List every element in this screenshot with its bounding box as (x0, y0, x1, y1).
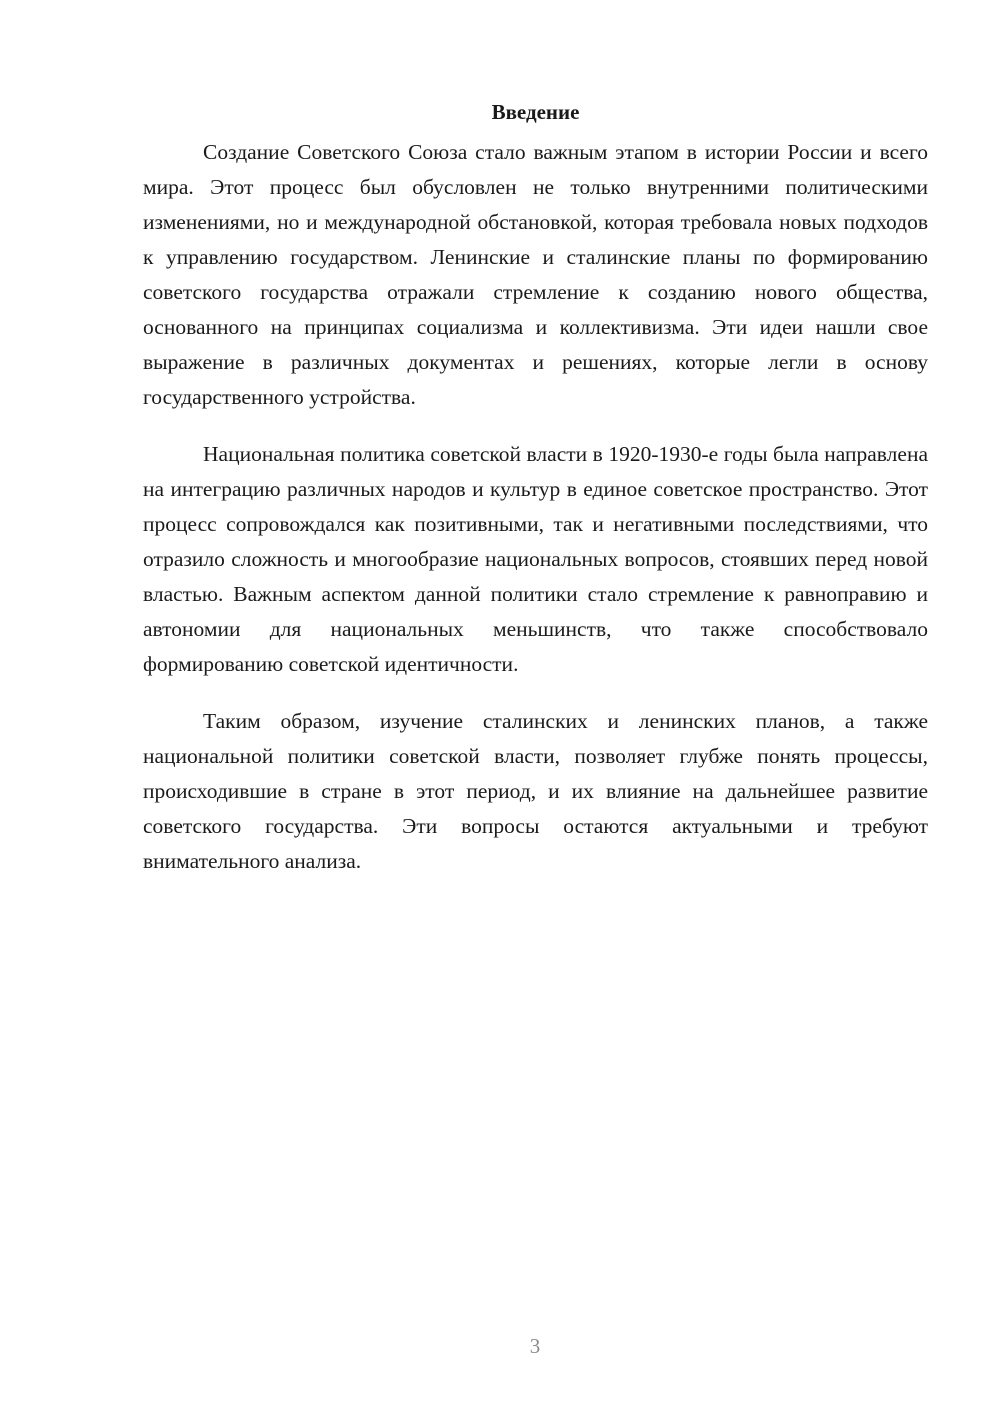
paragraph-2: Национальная политика советской власти в 1920-1930-е годы была направлена на интеграцию различных народов и культур в единое советское пространство. Этот процесс сопровождался как позитивными, так и негативными последствиями, что отразило сложность и многообразие национальных вопросов, стоявших перед новой властью. Важным аспектом данной политики стало стремление к равноправию и автономии для национальных меньшинств, что также способствовало формированию советской идентичности. (143, 442, 928, 676)
page-number: 3 (529, 1334, 541, 1358)
page-content (143, 98, 928, 901)
paragraph-1: Создание Советского Союза стало важным этапом в истории России и всего мира. Этот процесс был обусловлен не только внутренними политическими изменениями, но и международной обстановкой, которая требовала новых подходов к управлению государством. Ленинские и сталинские планы по формированию советского государства отражали стремление к созданию нового общества, основанного на принципах социализма и коллективизма. Эти идеи нашли свое выражение в различных документах и решениях, которые легли в основу государственного устройства. (143, 140, 928, 409)
section-heading: Введение (491, 100, 580, 124)
paragraph-3: Таким образом, изучение сталинских и ленинских планов, а также национальной политики советской власти, позволяет глубже понять процессы, происходившие в стране в этот период, и их влияние на дальнейшее развитие советского государства. Эти вопросы остаются актуальными и требуют внимательного анализа. (143, 709, 928, 873)
